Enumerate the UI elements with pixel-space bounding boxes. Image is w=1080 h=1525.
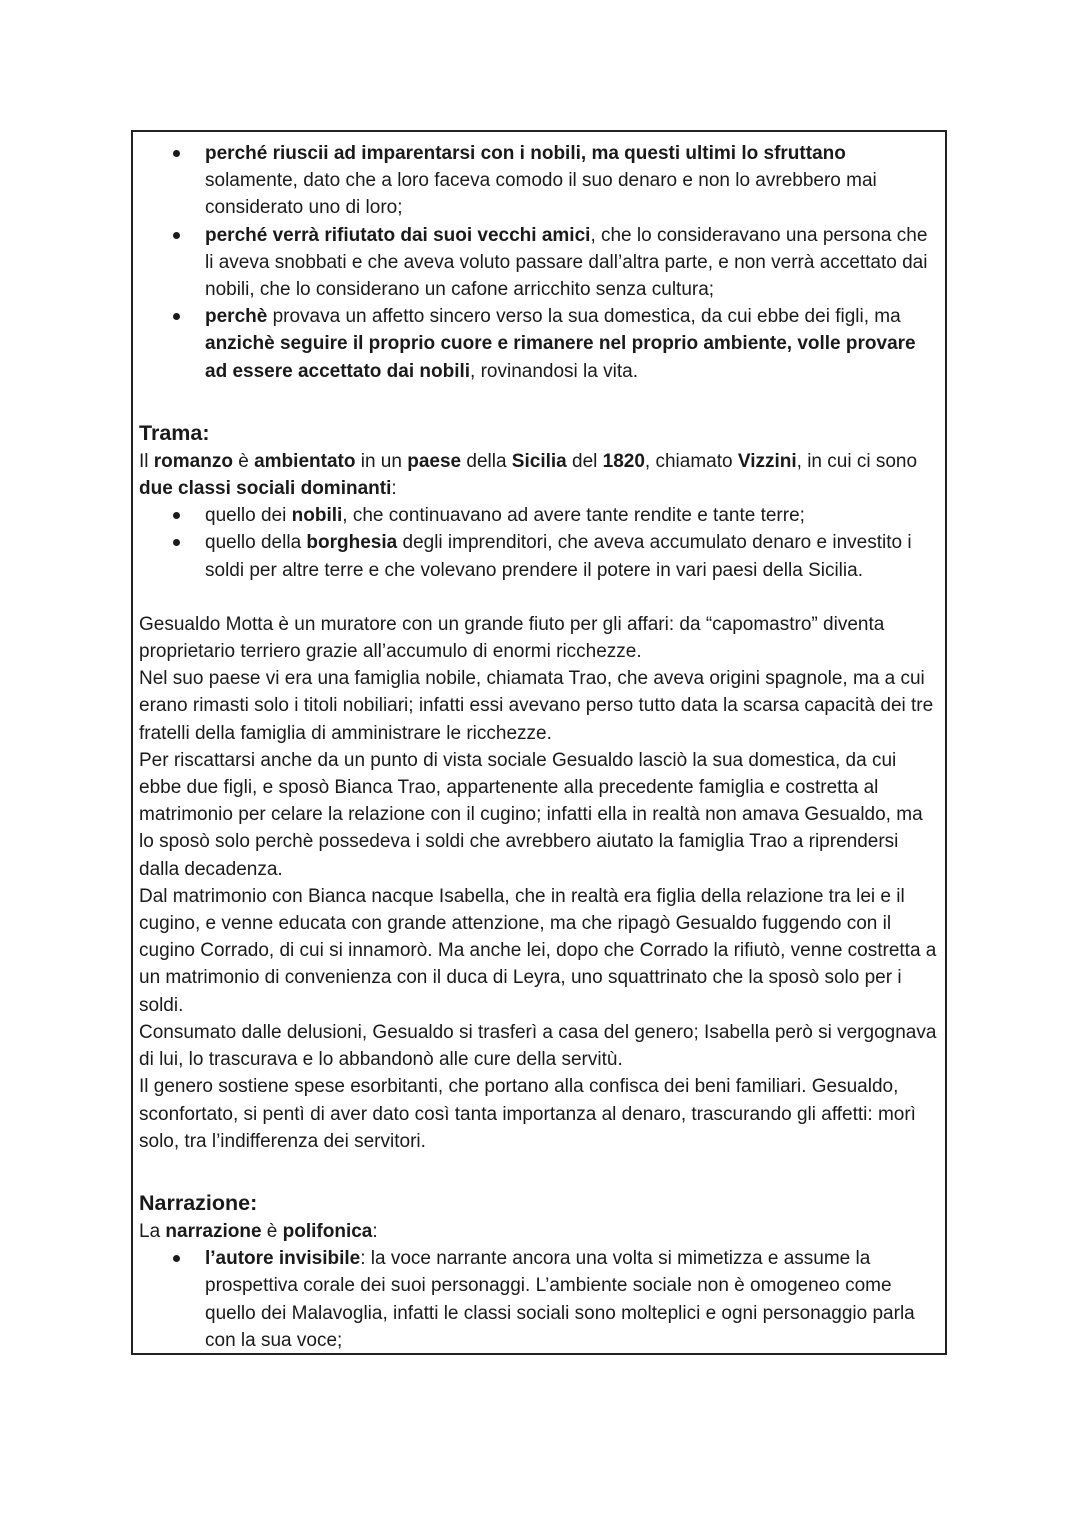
bold-text: perché verrà rifiutato dai suoi vecchi amici xyxy=(205,224,591,246)
paragraph: Per riscattarsi anche da un punto di vista sociale Gesualdo lasciò la sua domestica, da cui ebbe due figli, e sposò Bianca Trao, appartenente alla precedente famiglia e costretta al matrimonio per celare la relazione con il cugino; infatti ella in realtà non amava Gesualdo, ma lo sposò solo perchè possedeva i soldi che avrebbero aiutato la famiglia Trao a riprendersi dalla decadenza. xyxy=(139,749,923,880)
item-text: solamente, dato che a loro faceva comodo il suo denaro e non lo avrebbero mai considerato uno di loro; xyxy=(205,170,877,219)
list-item: l’autore invisibile: la voce narrante ancora una volta si mimetizza e assume la prospettiva corale dei suoi personaggi. L’ambiente sociale non è omogeneo come quello dei Malavoglia, infatti le classi sociali sono molteplici e ogni personaggio parla con la sua voce; xyxy=(139,1245,939,1354)
narrazione-heading: Narrazione: xyxy=(139,1190,258,1215)
list-item: quello della borghesia degli imprenditori, che aveva accumulato denaro e investito i soldi per altre terre e che volevano prendere il potere in vari paesi della Sicilia. xyxy=(139,529,939,583)
list-item xyxy=(139,222,939,304)
list-item xyxy=(139,140,939,222)
paragraph: Nel suo paese vi era una famiglia nobile, chiamata Trao, che aveva origini spagnole, ma a cui erano rimasti solo i titoli nobiliari; infatti essi avevano perso tutto data la scarsa capacità dei tre fratelli della famiglia di amministrare le ricchezze. xyxy=(139,668,934,744)
bold-text: anzichè seguire il proprio cuore e rimanere nel proprio ambiente, volle provare ad essere accettato dai nobili xyxy=(205,333,916,382)
bold-text: perchè xyxy=(205,306,268,328)
paragraph: Gesualdo Motta è un muratore con un grande fiuto per gli affari: da “capomastro” diventa proprietario terriero grazie all’accumulo di enormi ricchezze. xyxy=(139,613,885,663)
list-item xyxy=(139,303,939,385)
document-body xyxy=(139,140,939,1354)
item-text: provava un affetto sincero verso la sua domestica, da cui ebbe dei figli, ma xyxy=(267,306,901,328)
intro-bullet-list xyxy=(139,140,939,385)
paragraph: Il genero sostiene spese esorbitanti, che portano alla confisca dei beni familiari. Gesualdo, sconfortato, si pentì di aver dato così tanta importanza al denaro, trascurando gli affetti: morì solo, tra l’indifferenza dei servitori. xyxy=(139,1076,916,1152)
trama-heading: Trama: xyxy=(139,420,210,445)
item-text: , che lo consideravano una persona che li aveva snobbati e che aveva voluto passare dall’altra parte, e non verrà accettato dai nobili, che lo considerano un cafone arricchito senza cultura; xyxy=(205,224,928,301)
paragraph: Consumato dalle delusioni, Gesualdo si trasferì a casa del genero; Isabella però si vergognava di lui, lo trascurava e lo abbandonò alle cure della servitù. xyxy=(139,1021,937,1071)
bold-text: perché riuscii ad imparentarsi con i nobili, ma questi ultimi lo sfruttano xyxy=(205,143,846,164)
item-text: , rovinandosi la vita. xyxy=(470,360,638,382)
narrazione-intro: La narrazione è polifonica: xyxy=(139,1220,378,1242)
narrazione-bullet-list xyxy=(139,1245,939,1354)
trama-intro: Il romanzo è ambientato in un paese della Sicilia del 1820, chiamato Vizzini, in cui ci sono due classi sociali dominanti: xyxy=(139,450,918,500)
list-item: quello dei nobili, che continuavano ad avere tante rendite e tante terre; xyxy=(139,502,939,529)
paragraph: Dal matrimonio con Bianca nacque Isabella, che in realtà era figlia della relazione tra lei e il cugino, e venne educata con grande attenzione, ma che ripagò Gesualdo fuggendo con il cugino Corrado, di cui si innamorò. Ma anche lei, dopo che Corrado la rifiutò, venne costretta a un matrimonio di convenienza con il duca di Leyra, uno squattrinato che la sposò solo per i soldi. xyxy=(139,885,937,1016)
trama-bullet-list xyxy=(139,502,939,584)
